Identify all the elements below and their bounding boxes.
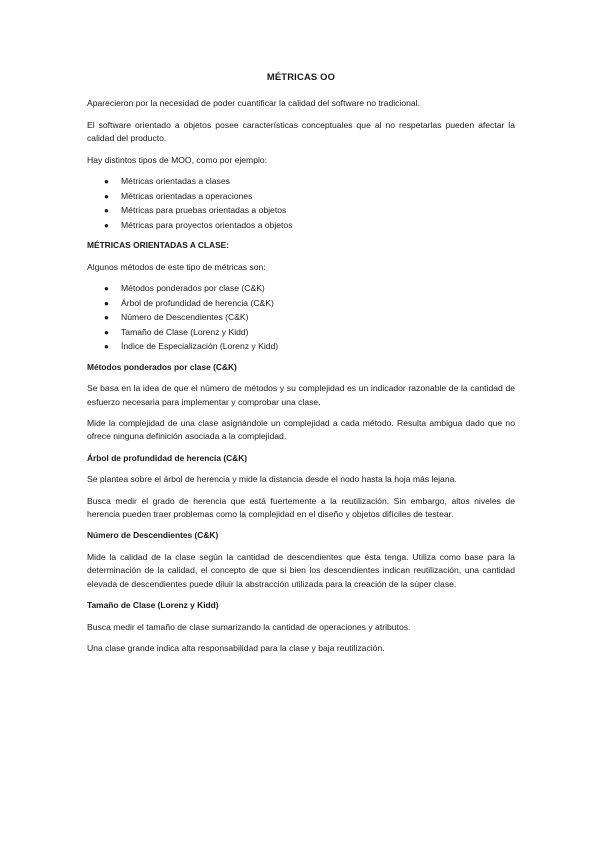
bullet-icon: ●: [104, 298, 109, 308]
list-item-text: Métricas para pruebas orientadas a objetos: [121, 205, 287, 216]
paragraph-noc-1: Mide la calidad de la clase según la cantidad de descendientes que ésta tenga. Utiliza como base para la determinación de la calidad, el concepto de que si bien los descendientes indican reutilización, una cantidad elevada de descendientes puede diluir la abstracción utilizada para la creación de la súper clase.: [87, 551, 515, 589]
bullet-icon: ●: [104, 220, 109, 230]
list-item: [104, 340, 515, 353]
document-title: MÉTRICAS OO: [266, 71, 336, 82]
paragraph-size-1: Busca medir el tamaño de clase sumarizando la cantidad de operaciones y atributos.: [87, 621, 411, 632]
paragraph-wmc-1: Se basa en la idea de que el número de métodos y su complejidad es un indicador razonable de la cantidad de esfuerzo necesaria para implementar y comprobar una clase.: [87, 383, 515, 407]
bullet-icon: ●: [104, 327, 109, 337]
list-item: [104, 282, 515, 295]
subsection-heading-wmc: Métodos ponderados por clase (C&K): [87, 361, 237, 372]
list-item-text: Métodos ponderados por clase (C&K): [121, 283, 265, 294]
list-item-text: Índice de Especialización (Lorenz y Kidd): [121, 341, 279, 352]
intro-paragraph-1: Aparecieron por la necesidad de poder cuantificar la calidad del software no tradicional.: [87, 98, 420, 109]
paragraph-wmc-2: Mide la complejidad de una clase asignándole un complejidad a cada método. Resulta ambigua dado que no ofrece ninguna definición asociada a la complejidad.: [87, 418, 515, 442]
bullet-icon: ●: [104, 191, 109, 201]
class-methods-list: [87, 282, 515, 354]
paragraph-dit-1: Se plantea sobre el árbol de herencia y mide la distancia desde el nodo hasta la hoja más lejana.: [87, 474, 457, 485]
list-item-text: Número de Descendientes (C&K): [121, 312, 249, 323]
list-item: [104, 326, 515, 339]
bullet-icon: ●: [104, 284, 109, 294]
section-heading-class-metrics: MÉTRICAS ORIENTADAS A CLASE:: [87, 240, 230, 251]
list-item: [104, 175, 515, 188]
list-item-text: Métricas orientadas a clases: [121, 176, 230, 187]
list-item: [104, 311, 515, 324]
list-item: [104, 190, 515, 203]
paragraph-size-2: Una clase grande indica alta responsabilidad para la clase y baja reutilización.: [87, 642, 385, 653]
list-item-text: Tamaño de Clase (Lorenz y Kidd): [121, 326, 249, 337]
paragraph-dit-2: Busca medir el grado de herencia que está fuertemente a la reutilización. Sin embargo, altos niveles de herencia pueden traer problemas como la complejidad en el diseño y objetos difíciles de testear.: [87, 495, 515, 520]
intro-paragraph-3: Hay distintos tipos de MOO, como por ejemplo:: [87, 154, 268, 165]
subsection-heading-dit: Árbol de profundidad de herencia (C&K): [87, 452, 248, 463]
moo-types-list: [87, 175, 515, 232]
intro-paragraph-2: El software orientado a objetos posee características conceptuales que al no respetarlas pueden afectar la calidad del producto.: [87, 119, 515, 144]
list-item: [104, 219, 515, 232]
bullet-icon: ●: [104, 342, 109, 352]
list-item: [104, 297, 515, 310]
subsection-heading-noc: Número de Descendientes (C&K): [87, 530, 219, 541]
list-item-text: Métricas para proyectos orientados a objetos: [121, 219, 293, 230]
bullet-icon: ●: [104, 177, 109, 187]
list-item-text: Métricas orientadas a operaciones: [121, 190, 253, 201]
section-intro-class-metrics: Algunos métodos de este tipo de métricas son:: [87, 261, 266, 272]
bullet-icon: ●: [104, 313, 109, 323]
list-item-text: Árbol de profundidad de herencia (C&K): [121, 297, 274, 308]
bullet-icon: ●: [104, 206, 109, 216]
subsection-heading-size: Tamaño de Clase (Lorenz y Kidd): [87, 600, 219, 611]
list-item: [104, 204, 515, 217]
document-body: [87, 70, 515, 663]
